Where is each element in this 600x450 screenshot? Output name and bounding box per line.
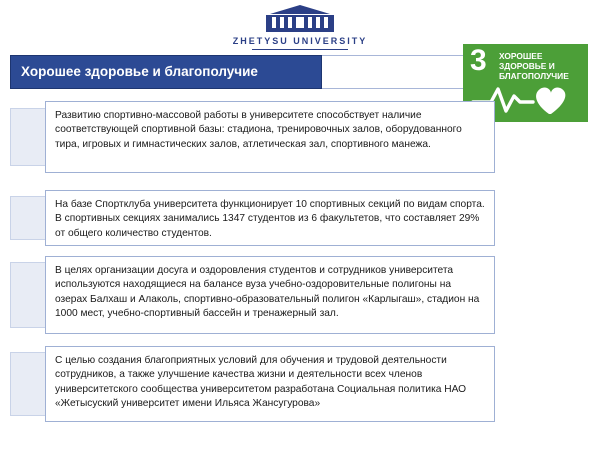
content-box (45, 256, 495, 334)
brand-name: ZHETYSU UNIVERSITY (232, 36, 368, 46)
content-box (45, 190, 495, 246)
content-text: Развитию спортивно-массовой работы в университете способствует наличие соответствующей спортивной базы: стадиона, тренировочных залов, оборудованного тира, игровых и гимнастических залов, атлетическая зал, спортивного манежа. (55, 110, 462, 150)
page-title (10, 55, 322, 89)
content-text: В целях организации досуга и оздоровления студентов и сотрудников университета используются находящиеся на балансе вуза учебно-оздоровительные полигоны на озерах Балхаш и Алаколь, спортивно-образовательный полигон «Карлыгаш», стадион на 1000 мест, учебно-спортивный бассейн и тренажерный зал. (55, 265, 480, 320)
accent-band (10, 352, 50, 416)
sdg-number: 3 (470, 44, 487, 77)
brand-divider (252, 49, 348, 50)
sdg-label: ХОРОШЕЕ ЗДОРОВЬЕ И БЛАГОПОЛУЧИЕ (499, 51, 569, 81)
content-text: С целью создания благоприятных условий для обучения и трудовой деятельности сотрудников, а также улучшение качества жизни и деятельности всех членов университетского сообщества университетом разработана Социальная политика НАО «Жетысуский университет имени Ильяса Жансугурова» (55, 355, 467, 410)
university-building-icon (264, 4, 336, 34)
title-band-extension (320, 55, 471, 89)
content-text: На базе Спортклуба университета функционирует 10 спортивных секций по видам спорта. В спортивных секциях занимались 1347 студентов из 6 факультетов, что составляет 29% от общего количество студентов. (55, 199, 485, 239)
accent-band (10, 108, 50, 166)
page-title-label: Хорошее здоровье и благополучие (21, 64, 258, 79)
accent-band (10, 196, 50, 240)
accent-band (10, 262, 50, 328)
content-box (45, 346, 495, 422)
content-box (45, 101, 495, 173)
